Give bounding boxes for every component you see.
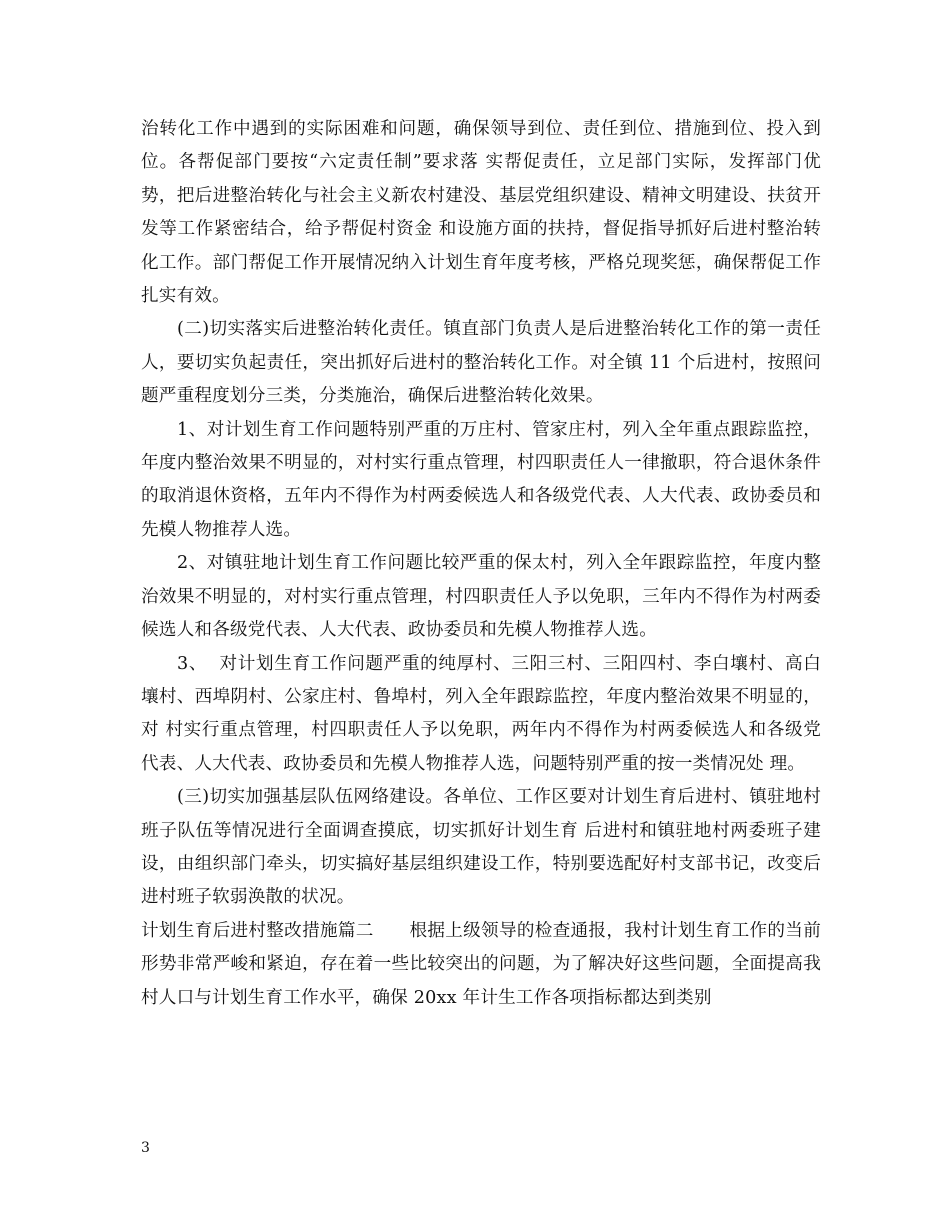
paragraph-3: 1、对计划生育工作问题特别严重的万庄村、管家庄村，列入全年重点跟踪监控，年度内整治效果不明显的，对村实行重点管理，村四职责任人一律撤职，符合退休条件的取消退休资格，五年内不得作为村两委候选人和各级党代表、人大代表、政协委员和先模人物推荐人选。 bbox=[141, 419, 821, 540]
paragraph-1: 治转化工作中遇到的实际困难和问题，确保领导到位、责任到位、措施到位、投入到位。各帮促部门要按“六定责任制”要求落 实帮促责任，立足部门实际，发挥部门优势，把后进整治转化与社会主义新农村建没、基层党组织建设、精神文明建设、扶贫开发等工作紧密结合，给予帮促村资金 和设施方面的扶持，督促指导抓好后进村整治转化工作。部门帮促工作开展情况纳入计划生育年度考核，严格兑现奖惩，确保帮促工作扎实有效。 bbox=[141, 119, 821, 307]
page-number: 3 bbox=[141, 1140, 150, 1156]
document-body bbox=[141, 113, 821, 1015]
paragraph-6: (三)切实加强基层队伍网络建设。各单位、工作区要对计划生育后进村、镇驻地村班子队伍等情况进行全面调查摸底，切实抓好计划生育 后进村和镇驻地村两委班子建设，由组织部门牵头，切实搞好基层组织建设工作，特别要选配好村支部书记，改变后进村班子软弱涣散的状况。 bbox=[141, 787, 821, 908]
paragraph-2: (二)切实落实后进整治转化责任。镇直部门负责人是后进整治转化工作的第一责任人，要切实负起责任，突出抓好后进村的整治转化工作。对全镇 11 个后进村，按照问题严重程度划分三类，分类施治，确保后进整治转化效果。 bbox=[141, 319, 821, 407]
paragraph-4: 2、对镇驻地计划生育工作问题比较严重的保太村，列入全年跟踪监控，年度内整治效果不明显的，对村实行重点管理，村四职责任人予以免职，三年内不得作为村两委候选人和各级党代表、人大代表、政协委员和先模人物推荐人选。 bbox=[141, 553, 821, 641]
paragraph-5: 3、 对计划生育工作问题严重的纯厚村、三阳三村、三阳四村、李白壤村、高白壤村、西埠阴村、公家庄村、鲁埠村，列入全年跟踪监控，年度内整治效果不明显的，对 村实行重点管理，村四职责任人予以免职，两年内不得作为村两委候选人和各级党代表、人大代表、政协委员和先模人物推荐人选，问题特别严重的按一类情况处 理。 bbox=[141, 653, 821, 774]
paragraph-7: 计划生育后进村整改措施篇二 根据上级领导的检查通报，我村计划生育工作的当前形势非常严峻和紧迫，存在着一些比较突出的问题，为了解决好这些问题，全面提高我村人口与计划生育工作水平，确保 20xx 年计生工作各项指标都达到类别 bbox=[141, 920, 821, 1008]
